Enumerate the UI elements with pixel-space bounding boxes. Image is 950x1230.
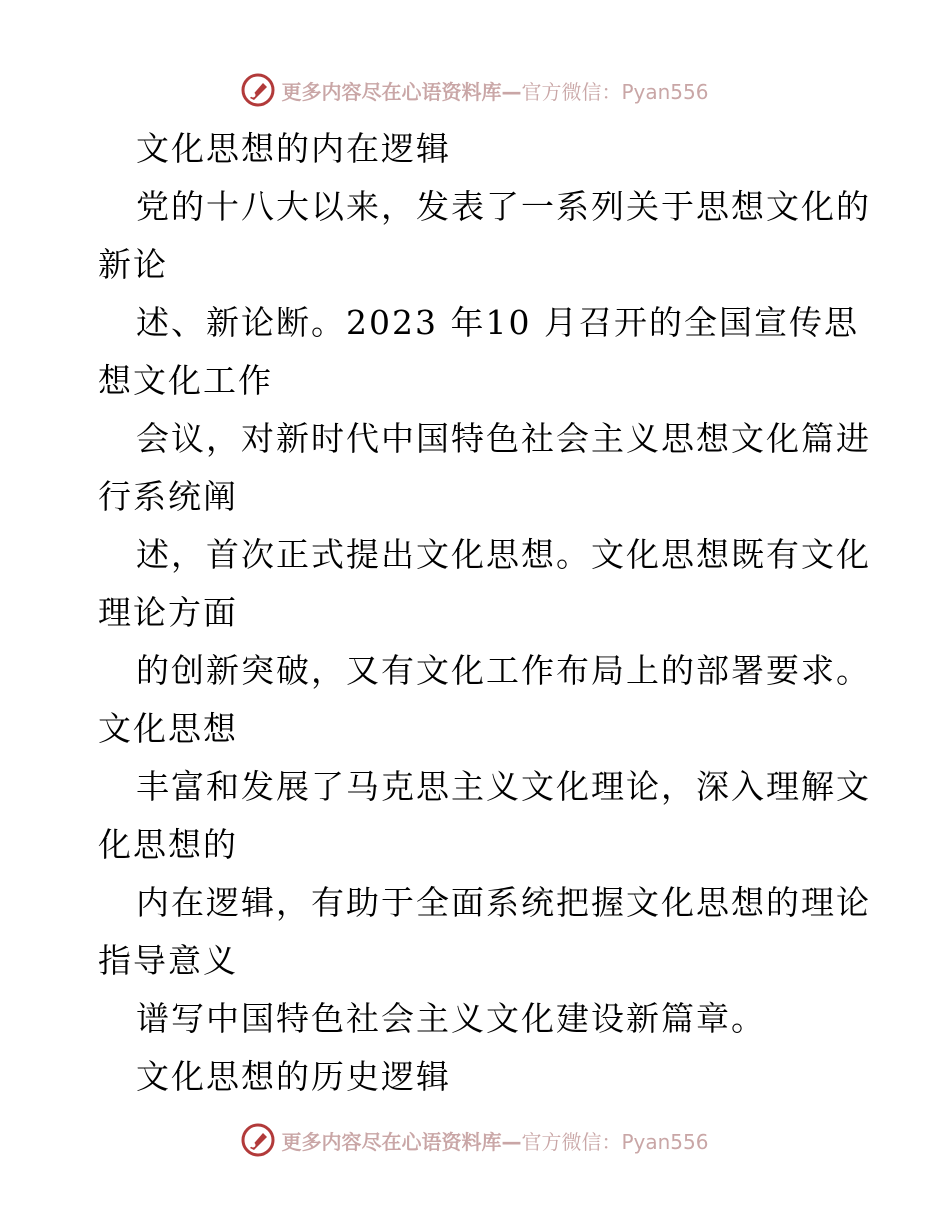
paragraph-line: 内在逻辑，有助于全面系统把握文化思想的理论 bbox=[136, 883, 871, 922]
footer-banner-inner bbox=[241, 1123, 708, 1157]
paragraph-line: 文化思想 bbox=[98, 709, 238, 748]
paragraph-line: 述，首次正式提出文化思想。文化思想既有文化 bbox=[136, 535, 871, 574]
paragraph-line: 指导意义 bbox=[98, 941, 238, 980]
section-heading-historical-logic: 文化思想的历史逻辑 bbox=[136, 1057, 451, 1096]
header-banner-wechat: 官方微信：Pyan556 bbox=[521, 79, 709, 104]
footer-banner-text bbox=[281, 1126, 708, 1155]
paragraph-line: 谱写中国特色社会主义文化建设新篇章。 bbox=[136, 999, 766, 1038]
footer-banner-dash: — bbox=[501, 1129, 522, 1154]
document-body bbox=[98, 120, 871, 1106]
header-banner bbox=[0, 70, 950, 110]
footer-banner bbox=[0, 1120, 950, 1160]
paragraph-line: 党的十八大以来，发表了一系列关于思想文化的 bbox=[136, 187, 871, 226]
footer-banner-main: 更多内容尽在心语资料库 bbox=[281, 1129, 502, 1154]
paragraph-line: 丰富和发展了马克思主义文化理论，深入理解文 bbox=[136, 767, 871, 806]
pen-nib-logo-icon bbox=[241, 1123, 275, 1157]
paragraph-line: 新论 bbox=[98, 245, 168, 284]
header-banner-text bbox=[281, 76, 708, 105]
header-banner-main: 更多内容尽在心语资料库 bbox=[281, 79, 502, 104]
pen-nib-logo-icon bbox=[241, 73, 275, 107]
paragraph-line: 想文化工作 bbox=[98, 361, 273, 400]
paragraph-line: 行系统阐 bbox=[98, 477, 238, 516]
header-banner-dash: — bbox=[501, 79, 522, 104]
section-heading-internal-logic: 文化思想的内在逻辑 bbox=[136, 129, 451, 168]
paragraph-line: 化思想的 bbox=[98, 825, 238, 864]
paragraph-line: 述、新论断。2023 年10 月召开的全国宣传思 bbox=[136, 303, 859, 342]
header-banner-inner bbox=[241, 73, 708, 107]
paragraph-line: 会议，对新时代中国特色社会主义思想文化篇进 bbox=[136, 419, 871, 458]
footer-banner-wechat: 官方微信：Pyan556 bbox=[521, 1129, 709, 1154]
paragraph-line: 理论方面 bbox=[98, 593, 238, 632]
paragraph-line: 的创新突破，又有文化工作布局上的部署要求。 bbox=[136, 651, 871, 690]
